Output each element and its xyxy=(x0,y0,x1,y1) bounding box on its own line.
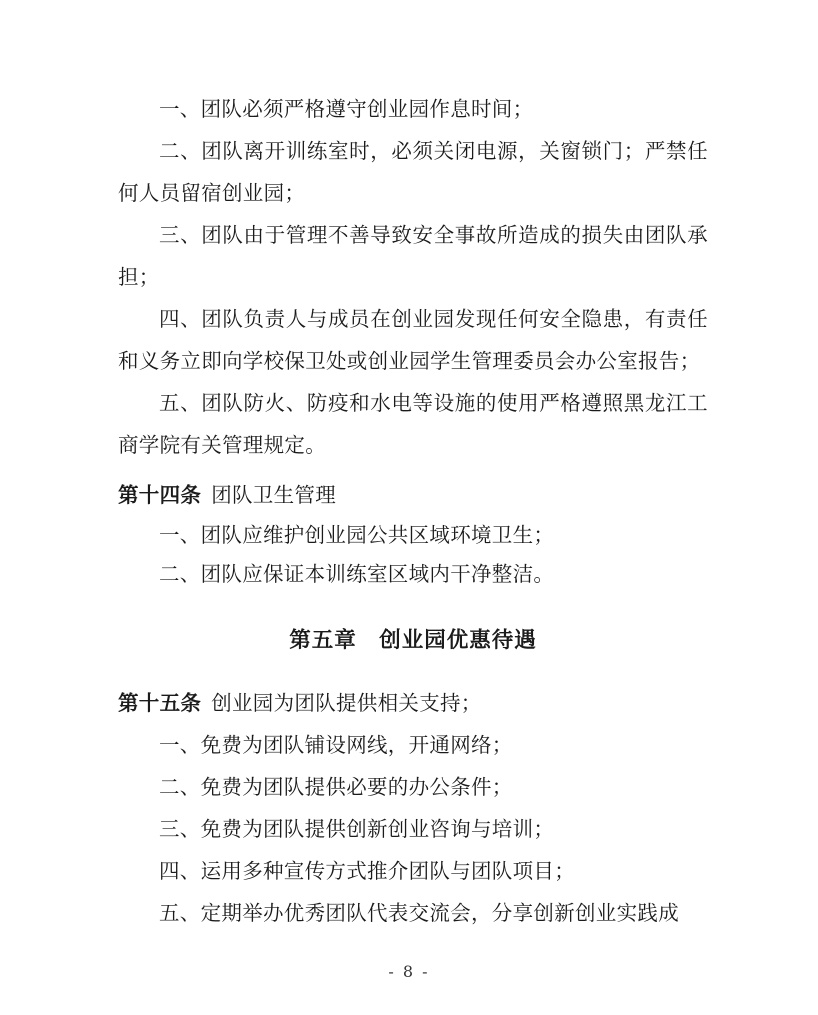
list-item: 四、运用多种宣传方式推介团队与团队项目； xyxy=(159,859,575,883)
list-item: 一、团队必须严格遵守创业园作息时间； xyxy=(159,97,534,121)
list-item: 五、团队防火、防疫和水电等设施的使用严格遵照黑龙江工商学院有关管理规定。 xyxy=(118,391,708,457)
list-item: 三、团队由于管理不善导致安全事故所造成的损失由团队承担； xyxy=(118,223,708,289)
spacer xyxy=(118,466,708,474)
chapter-heading: 第五章 创业园优惠待遇 xyxy=(289,628,537,653)
list-item: 二、团队应保证本训练室区域内干净整洁。 xyxy=(159,562,555,586)
list-item: 二、团队离开训练室时，必须关闭电源，关窗锁门；严禁任何人员留宿创业园； xyxy=(118,139,708,205)
list-item: 一、免费为团队铺设网线，开通网络； xyxy=(159,733,513,757)
page-footer xyxy=(0,962,818,981)
page-body xyxy=(118,88,708,934)
spacer xyxy=(118,594,708,620)
list-item: 五、定期举办优秀团队代表交流会，分享创新创业实践成 xyxy=(159,901,679,925)
clause-number: 第十五条 xyxy=(118,691,202,715)
list-item: 二、免费为团队提供必要的办公条件； xyxy=(159,775,513,799)
clause-title: 创业园为团队提供相关支持； xyxy=(211,691,482,715)
page-number: - 8 - xyxy=(388,962,430,981)
clause-heading xyxy=(118,682,708,724)
list-item: 一、团队应维护创业园公共区域环境卫生； xyxy=(159,523,555,547)
clause-number: 第十四条 xyxy=(118,483,202,507)
spacer xyxy=(118,662,708,682)
clause-heading xyxy=(118,474,708,516)
list-item: 三、免费为团队提供创新创业咨询与培训； xyxy=(159,817,555,841)
clause-title: 团队卫生管理 xyxy=(211,483,337,507)
list-item: 四、团队负责人与成员在创业园发现任何安全隐患，有责任和义务立即向学校保卫处或创业园学生管理委员会办公室报告； xyxy=(118,307,708,373)
